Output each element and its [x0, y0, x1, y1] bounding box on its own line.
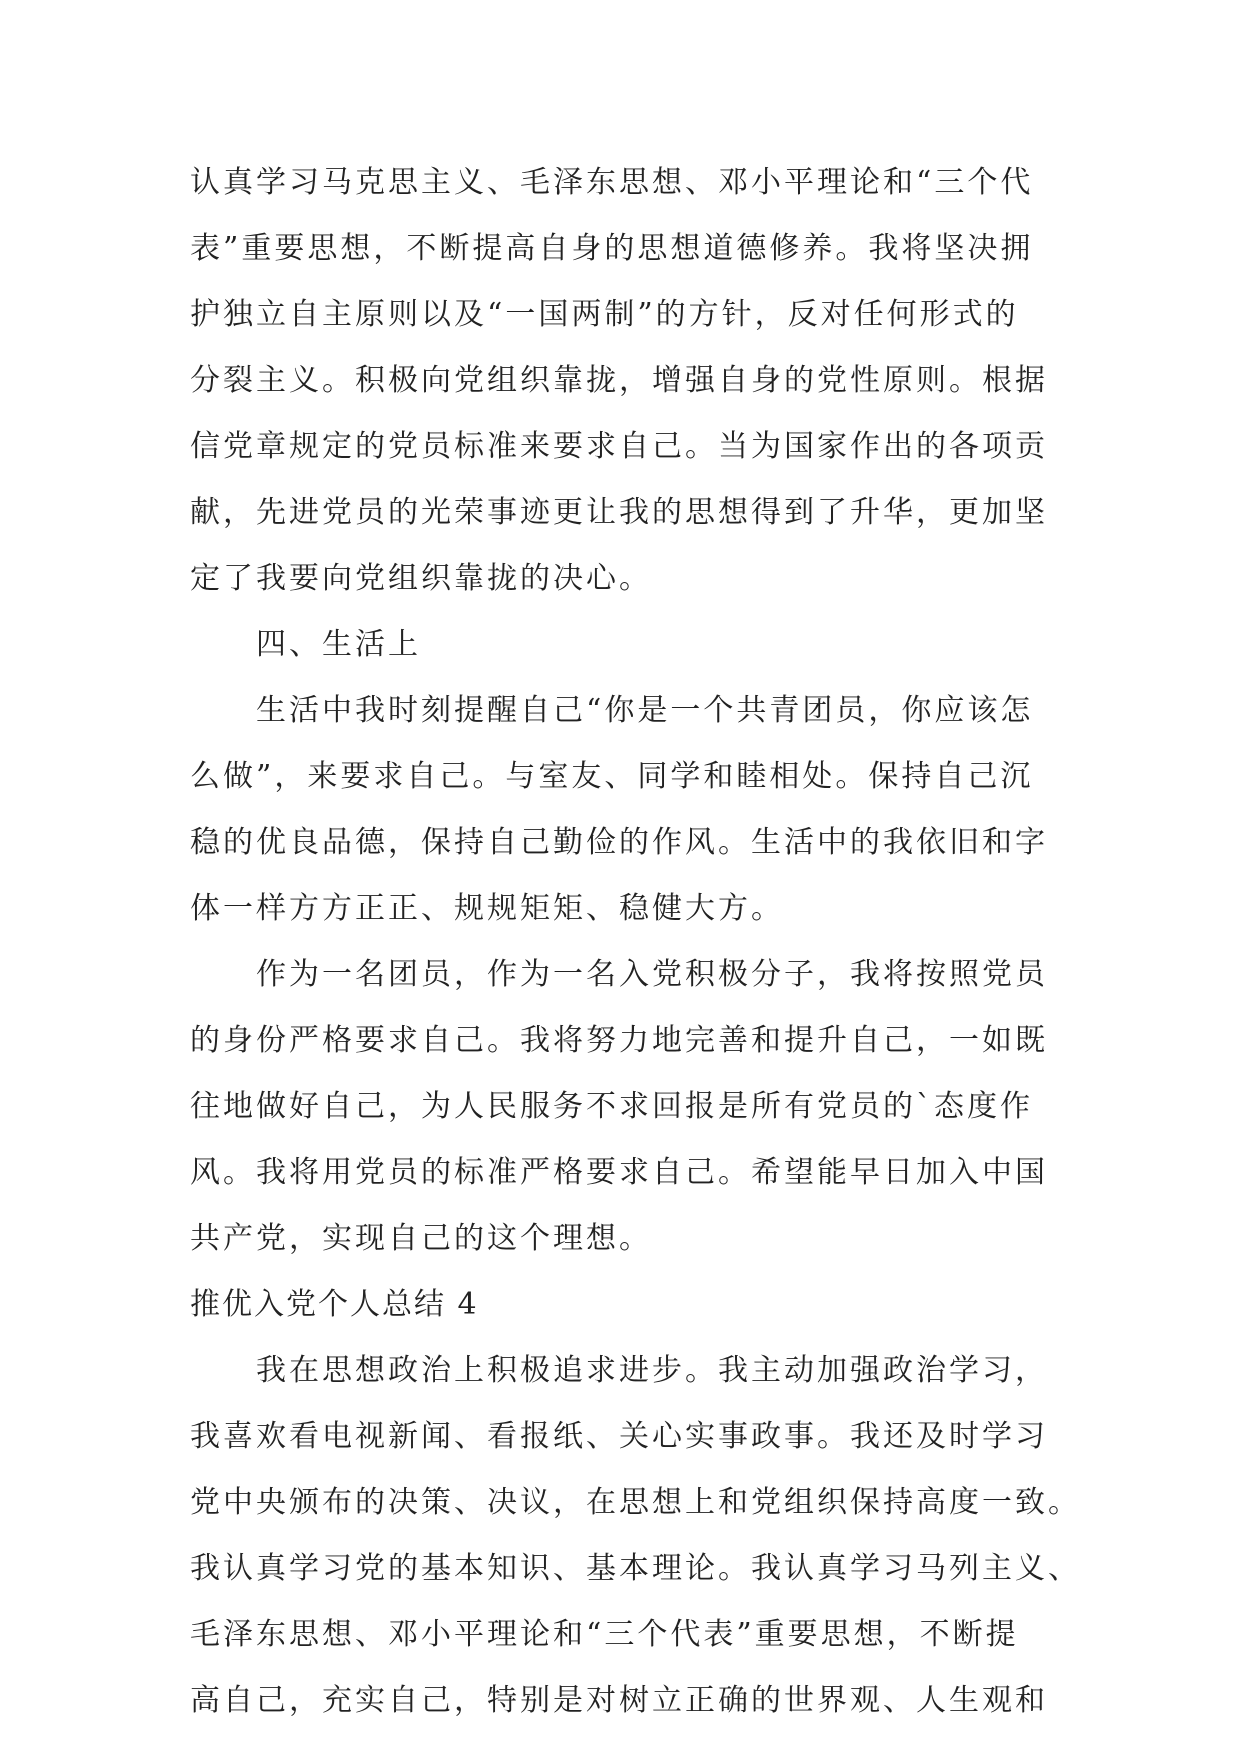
text-line: 护独立自主原则以及“一国两制”的方针，反对任何形式的 — [190, 297, 1019, 332]
text-line: 分裂主义。积极向党组织靠拢，增强自身的党性原则。根据 — [190, 363, 1048, 398]
text-line: 往地做好自己，为人民服务不求回报是所有党员的`态度作 — [190, 1089, 1033, 1124]
text-line: 我在思想政治上积极追求进步。我主动加强政治学习， — [256, 1353, 1048, 1388]
text-line: 共产党，实现自己的这个理想。 — [190, 1221, 652, 1256]
text-line: 么做”，来要求自己。与室友、同学和睦相处。保持自己沉 — [190, 759, 1034, 794]
article-title: 推优入党个人总结 4 — [190, 1287, 479, 1322]
text-line: 体一样方方正正、规规矩矩、稳健大方。 — [190, 891, 784, 926]
text-line: 毛泽东思想、邓小平理论和“三个代表”重要思想，不断提 — [190, 1617, 1019, 1652]
text-line: 献，先进党员的光荣事迹更让我的思想得到了升华，更加坚 — [190, 495, 1048, 530]
text-line: 生活中我时刻提醒自己“你是一个共青团员，你应该怎 — [256, 693, 1034, 728]
text-line: 的身份严格要求自己。我将努力地完善和提升自己，一如既 — [190, 1023, 1048, 1058]
text-line: 认真学习马克思主义、毛泽东思想、邓小平理论和“三个代 — [190, 165, 1034, 200]
text-line: 表”重要思想，不断提高自身的思想道德修养。我将坚决拥 — [190, 231, 1034, 266]
text-line: 党中央颁布的决策、决议，在思想上和党组织保持高度一致。 — [190, 1485, 1081, 1520]
text-line: 风。我将用党员的标准严格要求自己。希望能早日加入中国 — [190, 1155, 1048, 1190]
text-line: 定了我要向党组织靠拢的决心。 — [190, 561, 652, 596]
text-line: 稳的优良品德，保持自己勤俭的作风。生活中的我依旧和字 — [190, 825, 1048, 860]
document-body — [190, 150, 1081, 1734]
text-line: 作为一名团员，作为一名入党积极分子，我将按照党员 — [256, 957, 1048, 992]
text-line: 高自己，充实自己，特别是对树立正确的世界观、人生观和 — [190, 1683, 1048, 1718]
text-line: 我喜欢看电视新闻、看报纸、关心实事政事。我还及时学习 — [190, 1419, 1048, 1454]
text-line: 信党章规定的党员标准来要求自己。当为国家作出的各项贡 — [190, 429, 1048, 464]
section-heading: 四、生活上 — [256, 627, 421, 662]
text-line: 我认真学习党的基本知识、基本理论。我认真学习马列主义、 — [190, 1551, 1081, 1586]
